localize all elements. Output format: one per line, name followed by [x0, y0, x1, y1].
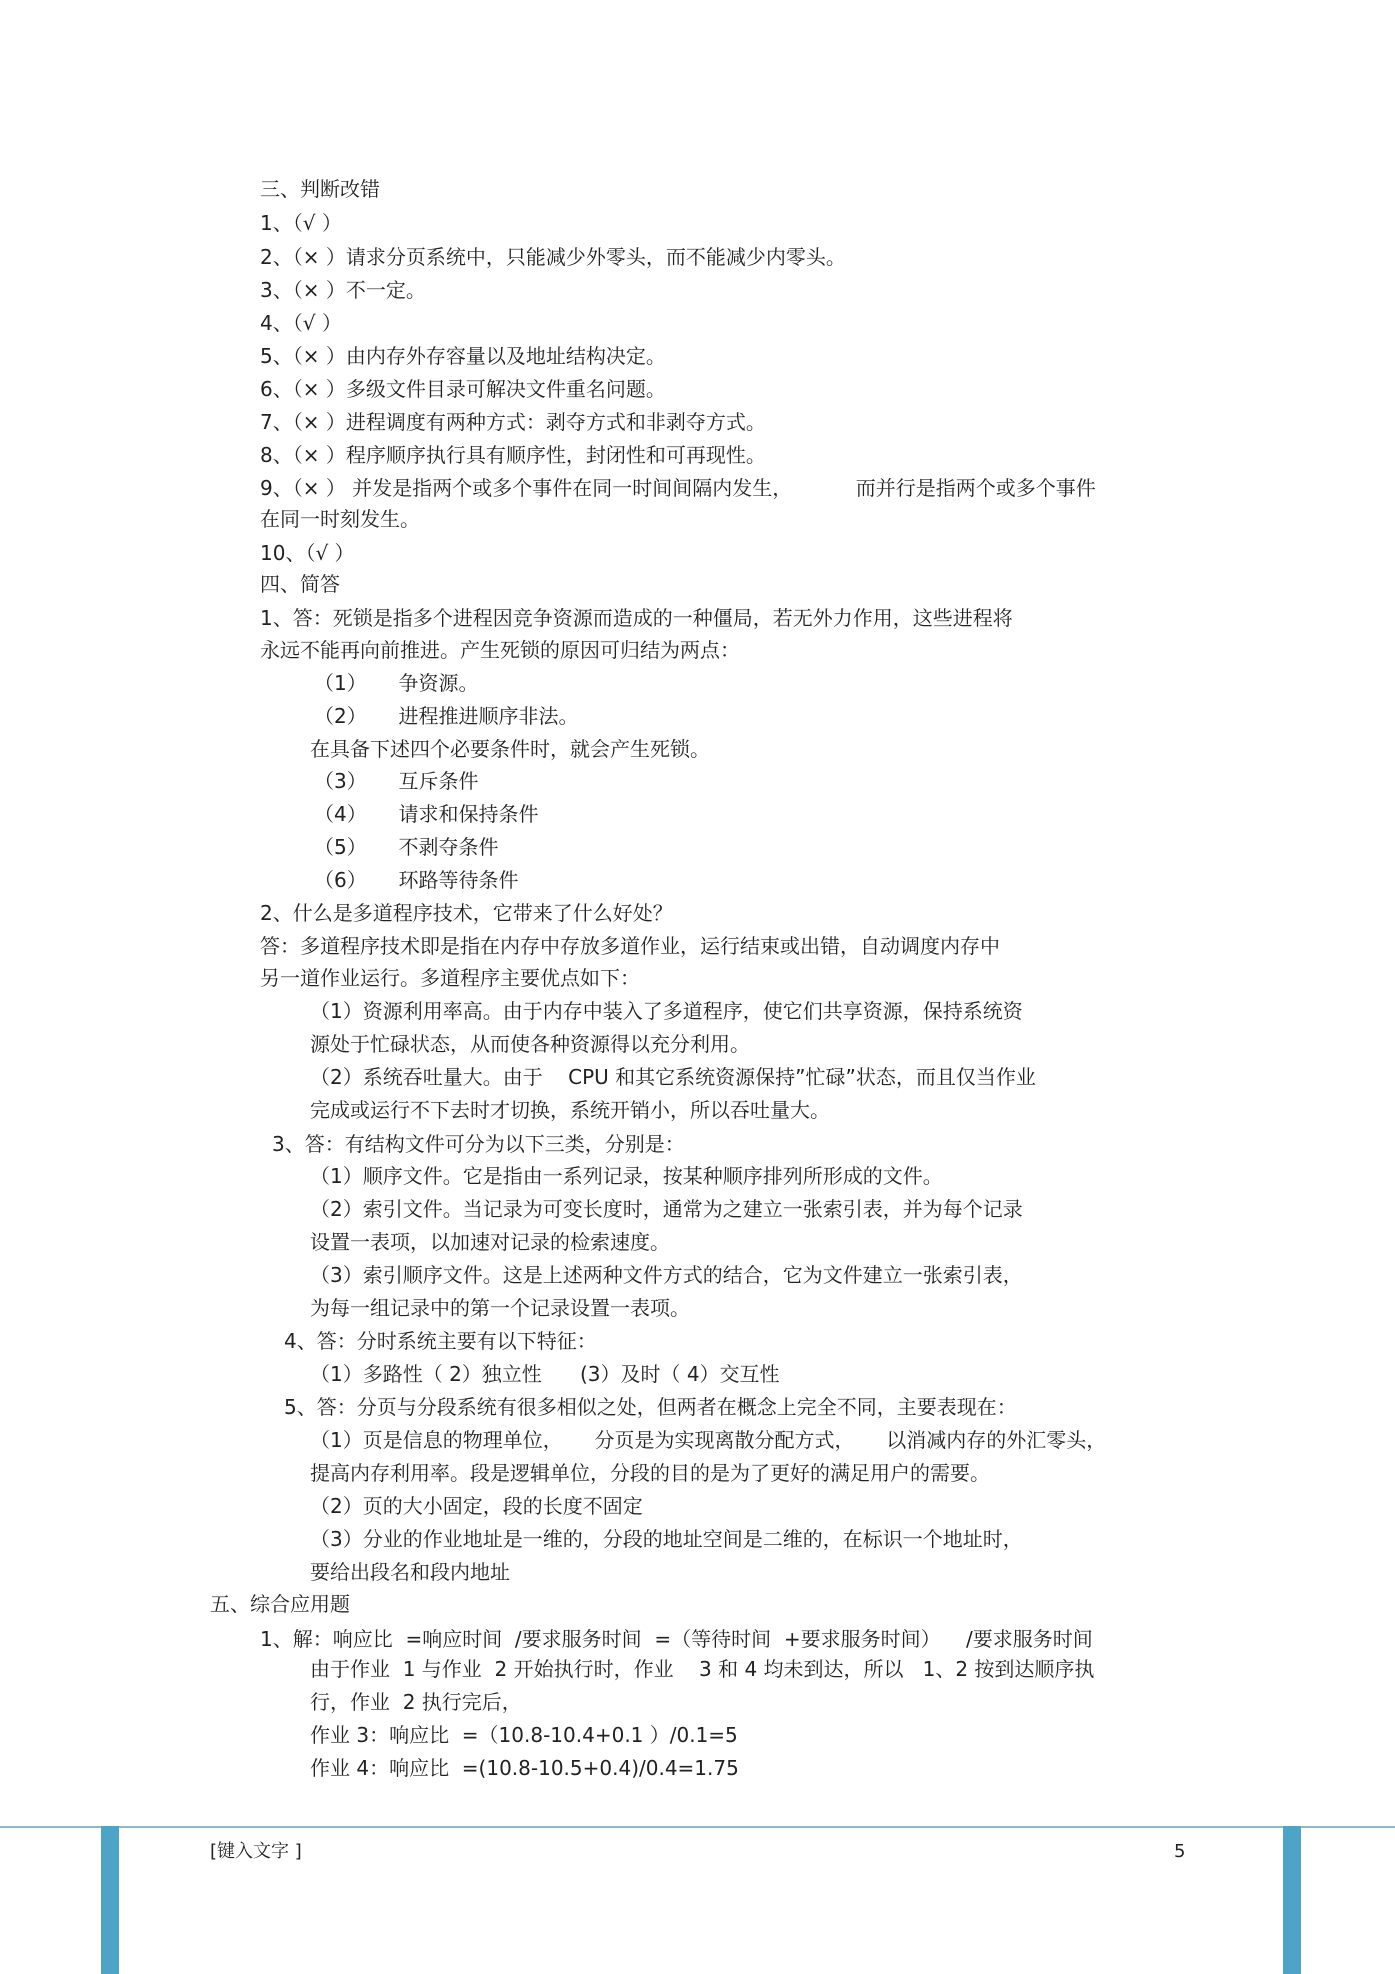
- answer-text: （1）页是信息的物理单位， 分页是为实现离散分配方式， 以消减内存的外汇零头，: [310, 1428, 1107, 1452]
- judgment-item: 4、（√ ）: [260, 311, 342, 335]
- answer-text: （3）分业的作业地址是一维的，分段的地址空间是二维的，在标识一个地址时，: [310, 1527, 1023, 1551]
- answer-text: 3、答：有结构文件可分为以下三类，分别是：: [272, 1132, 685, 1156]
- footer-left-bar: [101, 1826, 119, 1974]
- section-heading: 四、简答: [260, 572, 340, 596]
- solution-text: 1、解：响应比 =响应时间 /要求服务时间 =（等待时间 +要求服务时间） /要求服务时间: [260, 1627, 1093, 1651]
- answer-text: 要给出段名和段内地址: [310, 1560, 510, 1584]
- page-number: 5: [1174, 1841, 1186, 1862]
- solution-text: 作业 4：响应比 =(10.8-10.5+0.4)/0.4=1.75: [310, 1756, 739, 1780]
- answer-list-item: （1） 争资源。: [314, 671, 479, 695]
- answer-list-item: （5） 不剥夺条件: [314, 835, 499, 859]
- answer-text: 5、答：分页与分段系统有很多相似之处，但两者在概念上完全不同，主要表现在：: [284, 1395, 1017, 1419]
- judgment-item: 7、（× ）进程调度有两种方式：剥夺方式和非剥夺方式。: [260, 410, 766, 434]
- answer-text: （2）索引文件。当记录为可变长度时，通常为之建立一张索引表，并为每个记录: [310, 1197, 1023, 1221]
- section-heading: 三、判断改错: [260, 177, 380, 201]
- answer-text: 设置一表项，以加速对记录的检索速度。: [310, 1230, 670, 1254]
- judgment-item: 10、（√ ）: [260, 541, 355, 565]
- solution-text: 行，作业 2 执行完后，: [310, 1690, 522, 1714]
- answer-text: 完成或运行不下去时才切换，系统开销小，所以吞吐量大。: [310, 1098, 830, 1122]
- answer-text: （2）系统吞吐量大。由于 CPU 和其它系统资源保持”忙碌”状态，而且仅当作业: [310, 1065, 1036, 1089]
- judgment-item: 6、（× ）多级文件目录可解决文件重名问题。: [260, 377, 666, 401]
- answer-list-item: （3） 互斥条件: [314, 769, 479, 793]
- judgment-item: 1、（√ ）: [260, 211, 342, 235]
- footer-right-bar: [1283, 1826, 1301, 1974]
- answer-text: 4、答：分时系统主要有以下特征：: [284, 1329, 597, 1353]
- answer-text: 为每一组记录中的第一个记录设置一表项。: [310, 1296, 690, 1320]
- answer-text: （3）索引顺序文件。这是上述两种文件方式的结合，它为文件建立一张索引表，: [310, 1263, 1023, 1287]
- judgment-item-continued: 在同一时刻发生。: [260, 507, 420, 531]
- section-heading: 五、综合应用题: [210, 1592, 350, 1616]
- answer-list-item: （6） 环路等待条件: [314, 868, 519, 892]
- judgment-item: 3、（× ）不一定。: [260, 278, 426, 302]
- judgment-item: 5、（× ）由内存外存容量以及地址结构决定。: [260, 344, 666, 368]
- judgment-item: 9、（× ） 并发是指两个或多个事件在同一时间间隔内发生， 而并行是指两个或多个事件: [260, 476, 1096, 500]
- footer-placeholder-text: [键入文字 ]: [210, 1841, 302, 1862]
- answer-text: 在具备下述四个必要条件时，就会产生死锁。: [310, 737, 710, 761]
- judgment-item: 8、（× ）程序顺序执行具有顺序性，封闭性和可再现性。: [260, 443, 766, 467]
- answer-text: （2）页的大小固定，段的长度不固定: [310, 1494, 643, 1518]
- answer-text: 另一道作业运行。多道程序主要优点如下：: [260, 966, 640, 990]
- answer-text: （1）资源利用率高。由于内存中装入了多道程序，使它们共享资源，保持系统资: [310, 999, 1023, 1023]
- answer-text: （1）顺序文件。它是指由一系列记录，按某种顺序排列所形成的文件。: [310, 1164, 943, 1188]
- judgment-item: 2、（× ）请求分页系统中，只能减少外零头，而不能减少内零头。: [260, 245, 846, 269]
- answer-text: 答：多道程序技术即是指在内存中存放多道作业，运行结束或出错，自动调度内存中: [260, 934, 1000, 958]
- answer-text: 永远不能再向前推进。产生死锁的原因可归结为两点：: [260, 638, 740, 662]
- solution-text: 作业 3：响应比 =（10.8-10.4+0.1 ）/0.1=5: [310, 1723, 738, 1747]
- answer-list-item: （2） 进程推进顺序非法。: [314, 704, 579, 728]
- answer-text: 提高内存利用率。段是逻辑单位，分段的目的是为了更好的满足用户的需要。: [310, 1461, 990, 1485]
- footer-divider: [0, 1826, 1395, 1828]
- answer-text: 1、答：死锁是指多个进程因竞争资源而造成的一种僵局，若无外力作用，这些进程将: [260, 606, 1013, 630]
- solution-text: 由于作业 1 与作业 2 开始执行时，作业 3 和 4 均未到达，所以 1、2 按到达顺序执: [310, 1657, 1095, 1681]
- answer-text: （1）多路性（ 2）独立性 (3）及时（ 4）交互性: [310, 1362, 780, 1386]
- question-text: 2、什么是多道程序技术，它带来了什么好处？: [260, 901, 673, 925]
- answer-text: 源处于忙碌状态，从而使各种资源得以充分利用。: [310, 1032, 750, 1056]
- answer-list-item: （4） 请求和保持条件: [314, 802, 539, 826]
